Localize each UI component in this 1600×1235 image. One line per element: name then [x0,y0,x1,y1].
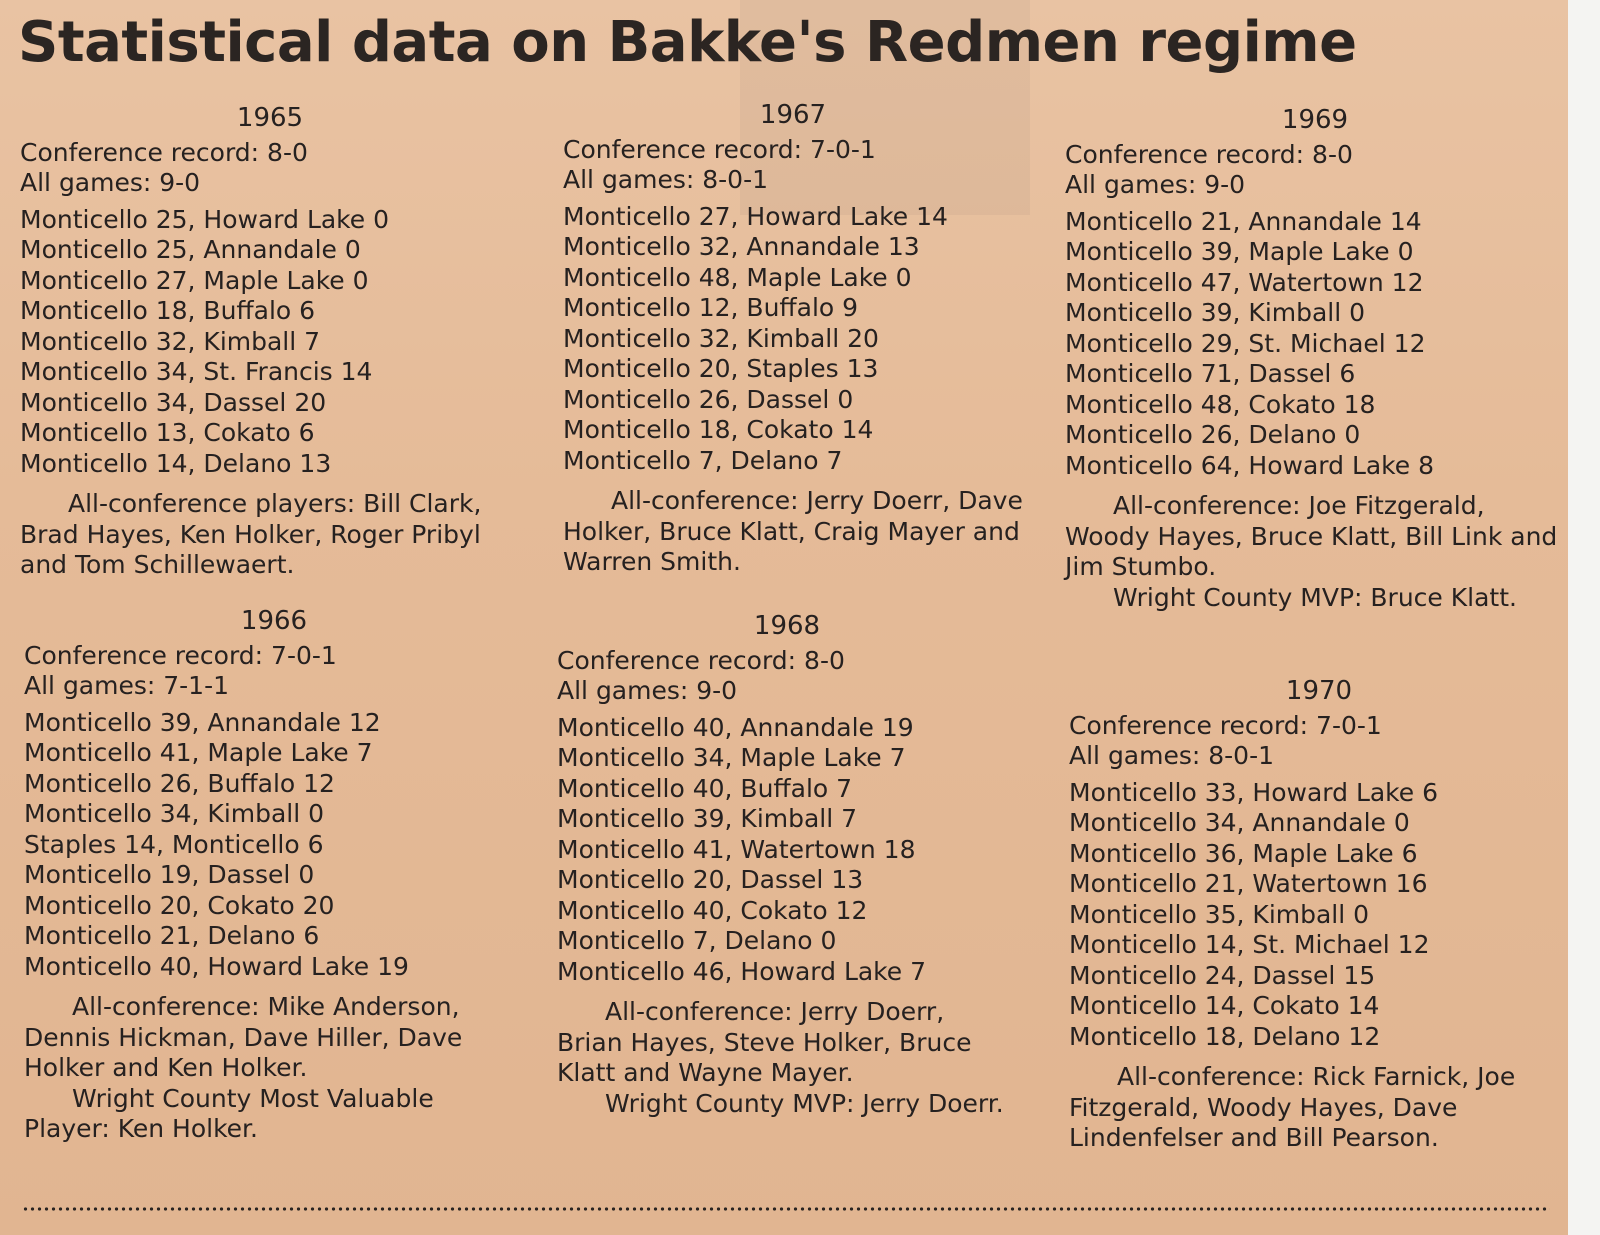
all-games-record: All games: 8-0-1 [563,165,769,194]
season-1969 [1065,105,1565,613]
headline: Statistical data on Bakke's Redmen regime [18,10,1357,75]
game-result: Monticello 18, Delano 12 [1069,1021,1381,1051]
game-result: Monticello 34, St. Francis 14 [20,357,373,386]
season-1968 [557,611,1017,1119]
game-result: Monticello 26, Buffalo 12 [24,768,335,798]
game-result: Monticello 34, Annandale 0 [1069,808,1410,837]
game-result: Monticello 32, Kimball 20 [563,323,879,353]
game-result: Monticello 21, Delano 6 [24,921,320,950]
conference-record: Conference record: 8-0 [557,645,845,675]
game-result: Monticello 18, Cokato 14 [563,415,874,444]
game-result: Monticello 36, Maple Lake 6 [1069,838,1418,868]
all-games-record: All games: 8-0-1 [1069,741,1275,770]
game-result: Monticello 14, St. Michael 12 [1069,930,1430,959]
all-conference-players: All-conference: Mike Anderson, Dennis Hickman, Dave Hiller, Dave Holker and Ken Holker. [24,992,463,1082]
game-result: Monticello 48, Maple Lake 0 [563,262,912,292]
game-result: Monticello 27, Maple Lake 0 [20,265,369,295]
season-1966 [24,606,524,1145]
game-result: Monticello 64, Howard Lake 8 [1065,450,1435,480]
all-conference-players: All-conference players: Bill Clark, Brad Hayes, Ken Holker, Roger Pribyl and Tom Schillewaert. [20,489,482,579]
conference-record: Conference record: 8-0 [20,137,308,167]
game-result: Monticello 40, Howard Lake 19 [24,951,409,981]
game-result: Monticello 26, Dassel 0 [563,384,854,414]
game-result: Monticello 71, Dassel 6 [1065,359,1356,388]
game-result: Monticello 20, Dassel 13 [557,865,864,894]
game-result: Monticello 12, Buffalo 9 [563,293,859,322]
all-conference-players: All-conference: Rick Farnick, Joe Fitzgerald, Woody Hayes, Dave Lindenfelser and Bill Pearson. [1069,1062,1516,1152]
season-year: 1970 [1285,676,1353,706]
conference-record: Conference record: 7-0-1 [563,134,876,164]
game-result: Monticello 40, Buffalo 7 [557,773,853,803]
dotted-border-rule [22,1205,1550,1213]
game-result: Monticello 20, Staples 13 [563,354,879,383]
all-conference-players: All-conference: Jerry Doerr, Dave Holker, Bruce Klatt, Craig Mayer and Warren Smith. [563,486,1023,576]
game-result: Monticello 39, Kimball 7 [557,804,858,833]
season-1967 [563,100,1023,578]
all-conference-players: All-conference: Joe Fitzgerald, Woody Hayes, Bruce Klatt, Bill Link and Jim Stumbo. [1065,491,1558,581]
game-result: Monticello 13, Cokato 6 [20,418,315,447]
game-result: Monticello 35, Kimball 0 [1069,899,1370,929]
all-games-record: All games: 7-1-1 [24,671,230,700]
game-result: Monticello 20, Cokato 20 [24,890,335,920]
all-games-record: All games: 9-0 [20,168,201,197]
county-mvp: Wright County MVP: Jerry Doerr. [605,1088,1004,1118]
game-result: Monticello 19, Dassel 0 [24,860,315,889]
game-result: Monticello 18, Buffalo 6 [20,296,316,325]
game-result: Monticello 25, Annandale 0 [20,235,361,264]
season-1970 [1069,676,1569,1154]
game-result: Monticello 47, Watertown 12 [1065,267,1424,297]
season-year: 1969 [1281,105,1349,135]
season-year: 1966 [240,606,308,636]
game-result: Monticello 39, Annandale 12 [24,707,381,737]
game-result: Monticello 29, St. Michael 12 [1065,328,1426,358]
game-result: Monticello 26, Delano 0 [1065,420,1361,449]
game-result: Monticello 39, Maple Lake 0 [1065,237,1414,266]
county-mvp: Wright County Most Valuable Player: Ken Holker. [24,1083,434,1143]
game-result: Monticello 32, Kimball 7 [20,326,321,356]
game-result: Monticello 21, Watertown 16 [1069,869,1428,898]
game-result: Monticello 24, Dassel 15 [1069,960,1376,990]
game-result: Monticello 34, Kimball 0 [24,799,325,828]
game-result: Monticello 40, Cokato 12 [557,895,868,925]
paper-edge-background [1568,0,1600,1235]
game-result: Monticello 7, Delano 0 [557,926,837,955]
game-result: Monticello 34, Dassel 20 [20,387,327,417]
game-result: Monticello 25, Howard Lake 0 [20,204,390,234]
game-result: Monticello 40, Annandale 19 [557,712,914,742]
conference-record: Conference record: 7-0-1 [24,640,337,670]
game-result: Monticello 48, Cokato 18 [1065,389,1376,419]
season-year: 1965 [236,103,304,133]
game-result: Monticello 14, Delano 13 [20,448,332,478]
conference-record: Conference record: 8-0 [1065,139,1353,169]
season-1965 [20,103,520,581]
game-result: Monticello 41, Maple Lake 7 [24,738,373,767]
season-year: 1968 [753,611,821,641]
all-games-record: All games: 9-0 [557,676,738,705]
game-result: Monticello 41, Watertown 18 [557,834,916,864]
conference-record: Conference record: 7-0-1 [1069,710,1382,740]
game-result: Monticello 34, Maple Lake 7 [557,743,906,772]
game-result: Monticello 14, Cokato 14 [1069,991,1380,1020]
season-year: 1967 [759,100,827,130]
all-conference-players: All-conference: Jerry Doerr, Brian Hayes, Steve Holker, Bruce Klatt and Wayne Mayer. [557,997,972,1087]
game-result: Monticello 33, Howard Lake 6 [1069,777,1439,807]
game-result: Monticello 27, Howard Lake 14 [563,201,948,231]
game-result: Monticello 32, Annandale 13 [563,232,920,261]
game-result: Monticello 7, Delano 7 [563,445,843,475]
game-result: Monticello 21, Annandale 14 [1065,206,1422,236]
game-result: Monticello 39, Kimball 0 [1065,298,1366,327]
all-games-record: All games: 9-0 [1065,170,1246,199]
game-result: Monticello 46, Howard Lake 7 [557,956,927,986]
game-result: Staples 14, Monticello 6 [24,829,324,859]
county-mvp: Wright County MVP: Bruce Klatt. [1113,582,1517,612]
